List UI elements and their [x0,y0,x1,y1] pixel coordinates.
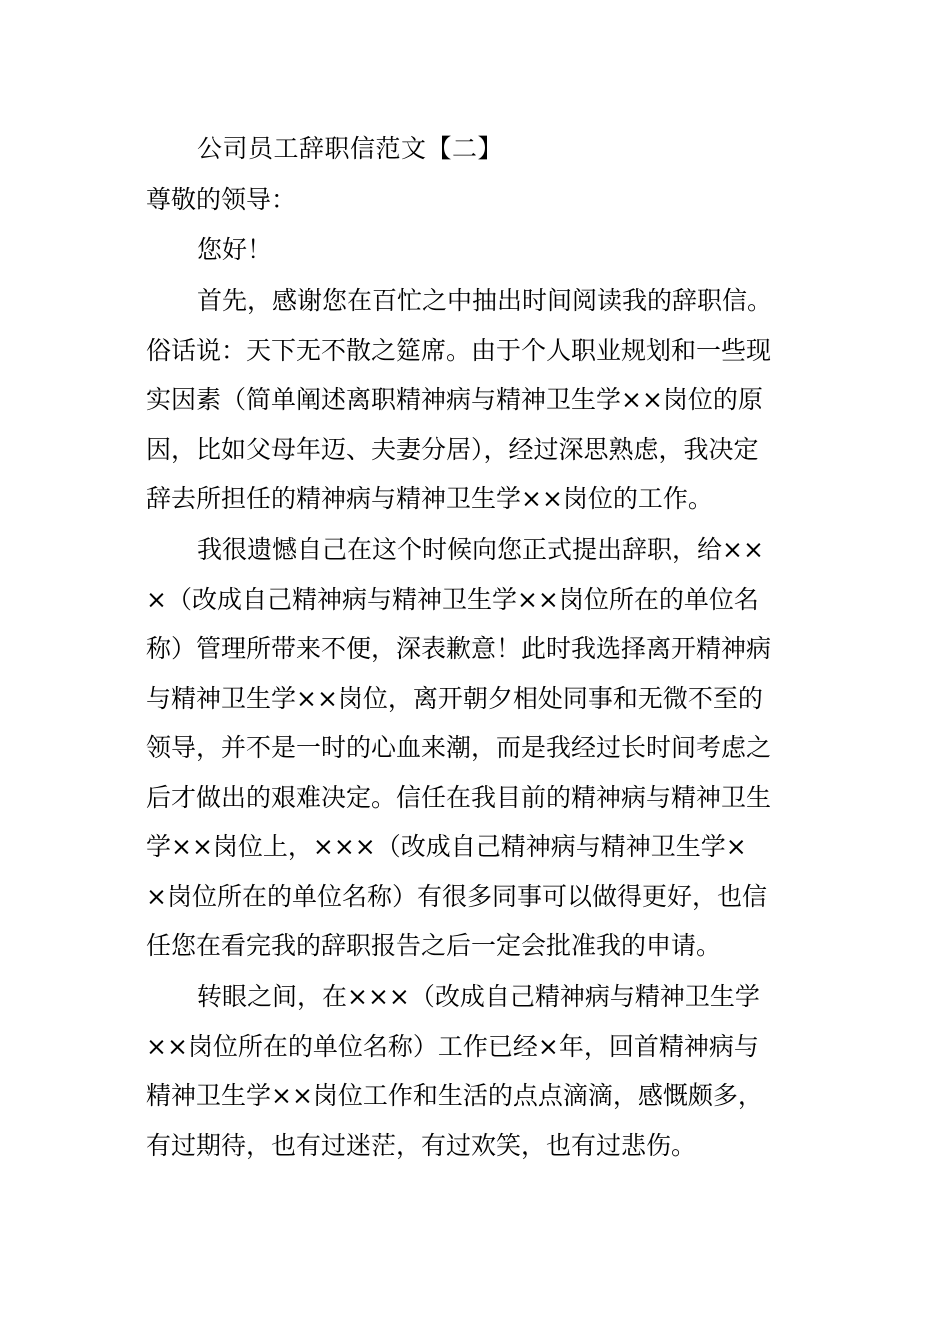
document-title: 公司员工辞职信范文【二】 [197,134,504,163]
paragraph-line: ××岗位所在的单位名称）工作已经×年，回首精神病与 [146,1032,759,1061]
paragraph-line: 有过期待，也有过迷茫，有过欢笑，也有过悲伤。 [146,1131,697,1160]
greeting: 您好！ [197,235,273,264]
paragraph-line: 首先，感谢您在百忙之中抽出时间阅读我的辞职信。 [197,286,773,315]
paragraph-line: ×（改成自己精神病与精神卫生学××岗位所在的单位名 [146,585,759,614]
paragraph-line: 称）管理所带来不便，深表歉意！此时我选择离开精神病 [146,634,772,663]
paragraph-line: 因，比如父母年迈、夫妻分居），经过深思熟虑，我决定 [146,435,759,464]
paragraph-line: 辞去所担任的精神病与精神卫生学××岗位的工作。 [146,484,713,513]
paragraph-line: 俗话说：天下无不散之筵席。由于个人职业规划和一些现 [146,336,772,365]
paragraph-line: 实因素（简单阐述离职精神病与精神卫生学××岗位的原 [146,385,763,414]
salutation: 尊敬的领导： [146,185,297,214]
paragraph-line: ×岗位所在的单位名称）有很多同事可以做得更好，也信 [146,882,767,911]
paragraph-line: 领导，并不是一时的心血来潮，而是我经过长时间考虑之 [146,733,772,762]
paragraph-line: 学××岗位上，×××（改成自己精神病与精神卫生学× [146,832,747,861]
paragraph-line: 任您在看完我的辞职报告之后一定会批准我的申请。 [146,931,722,960]
paragraph-line: 后才做出的艰难决定。信任在我目前的精神病与精神卫生 [146,783,772,812]
paragraph-line: 我很遗憾自己在这个时候向您正式提出辞职，给×× [197,535,764,564]
paragraph-line: 转眼之间，在×××（改成自己精神病与精神卫生学 [197,982,760,1011]
paragraph-line: 精神卫生学××岗位工作和生活的点点滴滴，感慨颇多， [146,1081,763,1110]
paragraph-line: 与精神卫生学××岗位，离开朝夕相处同事和无微不至的 [146,684,763,713]
